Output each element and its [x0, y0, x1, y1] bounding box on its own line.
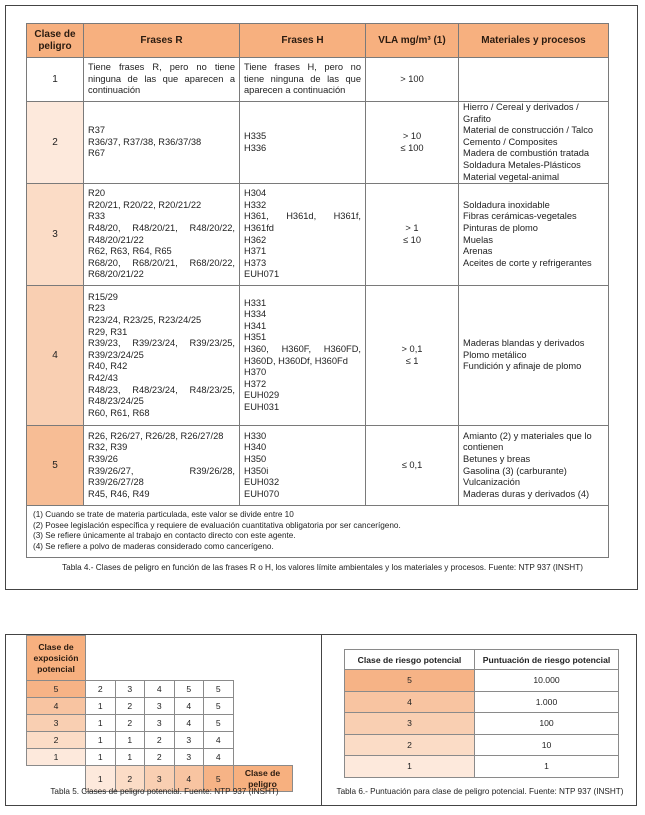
frases-r-line: R68/20, R68/20/21, R68/20/22, R68/20/21/22 [88, 257, 235, 280]
risk-score-cell: 1.000 [475, 691, 619, 713]
col-header-clase-riesgo: Clase de riesgo potencial [345, 650, 475, 670]
matrix-cell: 1 [86, 715, 116, 732]
materiales-cell [459, 58, 609, 102]
risk-score-cell: 100 [475, 713, 619, 735]
frases-h-line: H330 [244, 430, 267, 441]
frases-r-line: R20 [88, 188, 106, 199]
frases-h-cell [240, 426, 366, 506]
frases-h-line: EUH031 [244, 402, 280, 413]
frases-h-line: H331 [244, 297, 267, 308]
vla-cell [366, 102, 459, 184]
material-line: Fibras cerámicas-vegetales [463, 211, 577, 222]
matrix-cell: 5 [204, 681, 234, 698]
footnote: (1) Cuando se trate de materia particulada, este valor se divide entre 10 [33, 510, 294, 520]
frases-h-line: H304 [244, 188, 267, 199]
frases-h-line: H372 [244, 378, 267, 389]
matrix-cell: 4 [145, 681, 175, 698]
materiales-cell [459, 426, 609, 506]
footnote: (3) Se refiere únicamente al trabajo en contacto directo con este agente. [33, 531, 296, 541]
risk-score-cell: 1 [475, 756, 619, 778]
frases-r-line: R45, R46, R49 [88, 488, 150, 499]
frases-r-line: R29, R31 [88, 326, 128, 337]
matrix-cell: 4 [174, 715, 204, 732]
frases-r-line: R62, R63, R64, R65 [88, 246, 172, 257]
matrix-blank [115, 636, 145, 681]
hazard-class-cell: 1 [27, 58, 84, 102]
risk-score-table [344, 649, 619, 778]
risk-class-cell: 2 [345, 734, 475, 756]
matrix-cell: 2 [145, 732, 175, 749]
matrix-blank [145, 636, 175, 681]
matrix-row [27, 715, 293, 732]
hazard-level-cell: 4 [174, 766, 204, 792]
matrix-header-row [27, 636, 293, 681]
matrix-cell: 2 [115, 698, 145, 715]
risk-score-cell: 10 [475, 734, 619, 756]
material-line: Fundición y afinaje de plomo [463, 361, 582, 372]
risk-class-cell: 4 [345, 691, 475, 713]
table-header-row [345, 650, 619, 670]
frases-h-line: H336 [244, 142, 267, 153]
matrix-cell: 3 [174, 732, 204, 749]
matrix-cell: 4 [174, 698, 204, 715]
vla-line: ≤ 10 [402, 234, 422, 245]
vla-line: > 100 [400, 73, 424, 84]
frases-r-line: R67 [88, 148, 106, 159]
material-line: Aceites de corte y refrigerantes [463, 257, 592, 268]
table-row [345, 713, 619, 735]
matrix-cell: 3 [115, 681, 145, 698]
frases-r-line: R48/23, R48/23/24, R48/23/25, R48/23/24/25 [88, 384, 235, 407]
potential-hazard-matrix [26, 635, 293, 792]
frases-r-line: Tiene frases R, pero no tiene ninguna de las que aparecen a continuación [88, 62, 235, 96]
hazard-level-cell: 3 [145, 766, 175, 792]
frases-h-line: H371 [244, 246, 267, 257]
table-row [345, 691, 619, 713]
vla-cell [366, 286, 459, 426]
col-header-vla: VLA mg/m³ (1) [366, 24, 459, 58]
material-line: Pinturas de plomo [463, 223, 538, 234]
matrix-cell: 1 [86, 732, 116, 749]
frases-h-line: H351 [244, 332, 267, 343]
exposure-class-header: Clase de exposición potencial [27, 636, 86, 681]
frases-r-line: R26, R26/27, R26/28, R26/27/28 [88, 430, 224, 441]
matrix-cell: 1 [86, 749, 116, 766]
matrix-row [27, 681, 293, 698]
matrix-cell: 2 [115, 715, 145, 732]
risk-class-cell: 1 [345, 756, 475, 778]
frases-h-line: EUH032 [244, 477, 280, 488]
table-5-caption: Tabla 5. Clases de peligro potencial. Fuente: NTP 937 (INSHT) [50, 787, 279, 796]
frases-h-line: EUH071 [244, 269, 280, 280]
col-header-frases-h: Frases H [240, 24, 366, 58]
frases-h-cell [240, 102, 366, 184]
frases-h-cell [240, 286, 366, 426]
frases-h-line: H373 [244, 257, 267, 268]
vla-cell [366, 426, 459, 506]
table-6-panel [321, 634, 637, 806]
table-row [345, 756, 619, 778]
table-row [27, 286, 609, 426]
frases-r-line: R20/21, R20/22, R20/21/22 [88, 199, 202, 210]
vla-line: ≤ 1 [405, 355, 419, 366]
material-line: Muelas [463, 234, 493, 245]
matrix-cell: 5 [174, 681, 204, 698]
matrix-cell: 2 [145, 749, 175, 766]
frases-h-cell [240, 58, 366, 102]
frases-h-line: H340 [244, 442, 267, 453]
hazard-level-cell: 1 [86, 766, 116, 792]
frases-r-line: R36/37, R37/38, R36/37/38 [88, 136, 202, 147]
material-line: Maderas duras y derivados (4) [463, 488, 590, 499]
hazard-level-cell: 2 [115, 766, 145, 792]
risk-score-cell: 10.000 [475, 670, 619, 692]
frases-r-line: R15/29 [88, 291, 118, 302]
hazard-class-cell: 4 [27, 286, 84, 426]
matrix-cell: 3 [174, 749, 204, 766]
matrix-row [27, 698, 293, 715]
table-header-row [27, 24, 609, 58]
frases-h-line: EUH070 [244, 488, 280, 499]
matrix-row [27, 749, 293, 766]
hazard-class-header: Clase de peligro [233, 766, 292, 792]
hazard-class-cell: 3 [27, 184, 84, 286]
matrix-blank [86, 636, 116, 681]
frases-r-line: R23/24, R23/25, R23/24/25 [88, 315, 202, 326]
frases-r-line: R23 [88, 303, 106, 314]
frases-r-line: R33 [88, 211, 106, 222]
material-line: Gasolina (3) (carburante) [463, 465, 567, 476]
frases-h-line: H350 [244, 454, 267, 465]
frases-r-cell [84, 58, 240, 102]
material-line: Maderas blandas y derivados [463, 338, 585, 349]
vla-line: ≤ 0,1 [401, 459, 423, 470]
frases-h-cell [240, 184, 366, 286]
vla-cell [366, 58, 459, 102]
frases-r-cell [84, 286, 240, 426]
frases-r-cell [84, 102, 240, 184]
frases-h-line: H370 [244, 367, 267, 378]
frases-h-line: H332 [244, 199, 267, 210]
vla-line: > 0,1 [401, 344, 423, 355]
frases-r-line: R60, R61, R68 [88, 407, 150, 418]
matrix-cell: 1 [86, 698, 116, 715]
matrix-cell: 1 [115, 732, 145, 749]
table-row [27, 102, 609, 184]
materiales-cell [459, 184, 609, 286]
matrix-cell: 1 [115, 749, 145, 766]
materiales-cell [459, 286, 609, 426]
matrix-cell: 5 [204, 715, 234, 732]
footnote: (4) Se refiere a polvo de maderas considerado como cancerígeno. [33, 541, 274, 551]
matrix-blank [174, 636, 204, 681]
vla-line: > 10 [402, 130, 422, 141]
exposure-level-cell: 5 [27, 681, 86, 698]
table-4-panel [5, 5, 638, 590]
material-line: Arenas [463, 246, 493, 257]
table-row [27, 58, 609, 102]
vla-cell [366, 184, 459, 286]
table-5-panel [5, 634, 322, 806]
exposure-level-cell: 4 [27, 698, 86, 715]
vla-line: > 1 [405, 223, 419, 234]
frases-r-line: R39/26/27, R39/26/28, R39/26/27/28 [88, 465, 235, 488]
material-line: Hierro / Cereal y derivados / Grafito [463, 102, 579, 124]
matrix-row [27, 732, 293, 749]
frases-h-line: H362 [244, 234, 267, 245]
vla-line: ≤ 100 [400, 142, 424, 153]
matrix-cell: 4 [204, 732, 234, 749]
col-header-puntuacion: Puntuación de riesgo potencial [475, 650, 619, 670]
material-line: Cemento / Composites [463, 136, 558, 147]
col-header-materiales: Materiales y procesos [459, 24, 609, 58]
frases-r-line: R48/20, R48/20/21, R48/20/22, R48/20/21/22 [88, 223, 235, 245]
hazard-level-cell: 5 [204, 766, 234, 792]
frases-h-line: EUH029 [244, 390, 280, 401]
material-line: Material de construcción / Talco [463, 125, 594, 136]
material-line: Soldadura inoxidable [463, 199, 550, 210]
matrix-cell: 2 [86, 681, 116, 698]
notes-row [27, 506, 609, 557]
material-line: Vulcanización [463, 477, 521, 488]
material-line: Amianto (2) y materiales que lo contienen [463, 430, 592, 453]
frases-h-line: H335 [244, 130, 267, 141]
frases-r-cell [84, 184, 240, 286]
frases-r-line: R42/43 [88, 373, 118, 384]
frases-r-line: R39/26 [88, 454, 118, 465]
col-header-frases-r: Frases R [84, 24, 240, 58]
frases-r-line: R37 [88, 125, 106, 136]
frases-h-line: Tiene frases H, pero no tiene ninguna de las que aparecen a continuación [244, 62, 361, 96]
material-line: Madera de combustión tratada [463, 148, 590, 159]
table-row [27, 184, 609, 286]
frases-r-line: R39/23, R39/23/24, R39/23/25, R39/23/24/25 [88, 338, 235, 360]
frases-h-line: H360, H360F, H360FD, H360D, H360Df, H360Fd [244, 344, 361, 366]
footnote: (2) Posee legislación específica y requiere de evaluación cuantitativa obligatoria por ser cancerígeno. [33, 520, 401, 530]
exposure-level-cell: 3 [27, 715, 86, 732]
matrix-blank [204, 636, 234, 681]
frases-r-cell [84, 426, 240, 506]
hazard-class-cell: 5 [27, 426, 84, 506]
matrix-cell: 3 [145, 715, 175, 732]
hazard-class-cell: 2 [27, 102, 84, 184]
material-line: Plomo metálico [463, 349, 527, 360]
exposure-level-cell: 1 [27, 749, 86, 766]
frases-r-line: R40, R42 [88, 361, 128, 372]
table-row [345, 670, 619, 692]
materiales-cell [459, 102, 609, 184]
material-line: Material vegetal-animal [463, 171, 560, 182]
table-6-caption: Tabla 6.- Puntuación para clase de peligro potencial. Fuente: NTP 937 (INSHT) [336, 787, 624, 796]
material-line: Betunes y breas [463, 454, 531, 465]
frases-h-line: H350i [244, 465, 269, 476]
risk-class-cell: 3 [345, 713, 475, 735]
exposure-level-cell: 2 [27, 732, 86, 749]
frases-h-line: H341 [244, 320, 267, 331]
table-4-caption: Tabla 4.- Clases de peligro en función de las frases R o H, los valores límite ambientales y los materiales y procesos. Fuente: NTP 937 (INSHT) [62, 563, 583, 572]
footnotes [27, 506, 609, 557]
frases-h-line: H361, H361d, H361f, H361fd [244, 211, 361, 234]
col-header-clase: Clase de peligro [27, 24, 84, 58]
hazard-class-table [26, 23, 609, 558]
frases-r-line: R32, R39 [88, 442, 128, 453]
table-row [27, 426, 609, 506]
frases-h-line: H334 [244, 309, 267, 320]
table-row [345, 734, 619, 756]
material-line: Soldadura Metales-Plásticos [463, 159, 581, 170]
matrix-cell: 3 [145, 698, 175, 715]
risk-class-cell: 5 [345, 670, 475, 692]
matrix-cell: 4 [204, 749, 234, 766]
matrix-cell: 5 [204, 698, 234, 715]
